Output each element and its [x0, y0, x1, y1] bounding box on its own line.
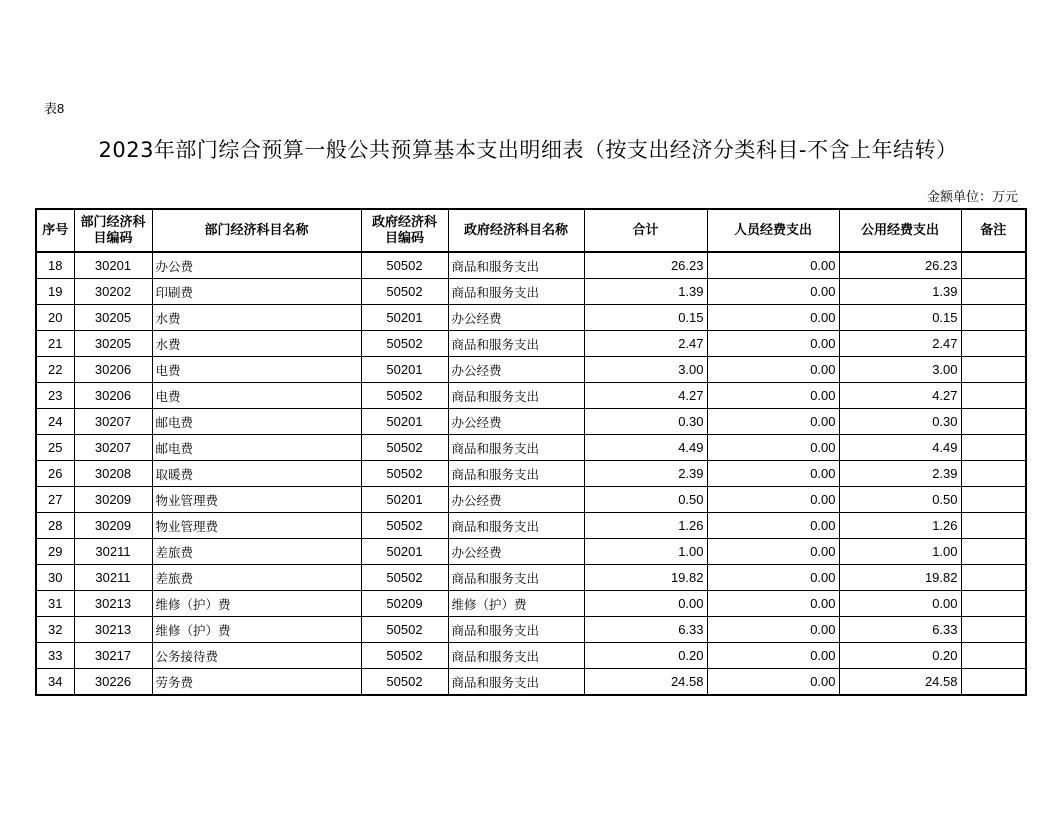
cell-personnel: 0.00	[707, 643, 839, 669]
cell-dept-name: 取暖费	[152, 461, 361, 487]
cell-gov-name: 商品和服务支出	[448, 252, 584, 279]
cell-note	[961, 565, 1026, 591]
amount-unit: 金额单位：万元	[926, 190, 1018, 205]
cell-gov-code: 50502	[361, 331, 448, 357]
cell-dept-code: 30206	[74, 357, 152, 383]
cell-seq: 33	[36, 643, 74, 669]
cell-dept-name: 邮电费	[152, 435, 361, 461]
cell-personnel: 0.00	[707, 591, 839, 617]
cell-personnel: 0.00	[707, 252, 839, 279]
table-row	[36, 617, 1026, 643]
cell-total: 24.58	[584, 669, 707, 696]
cell-personnel: 0.00	[707, 487, 839, 513]
cell-dept-code: 30202	[74, 279, 152, 305]
cell-gov-name: 办公经费	[448, 409, 584, 435]
table-row	[36, 279, 1026, 305]
cell-personnel: 0.00	[707, 565, 839, 591]
cell-dept-code: 30213	[74, 591, 152, 617]
page-title: 2023年部门综合预算一般公共预算基本支出明细表（按支出经济分类科目-不含上年结转）	[98, 138, 958, 162]
cell-gov-code: 50502	[361, 461, 448, 487]
cell-total: 0.00	[584, 591, 707, 617]
cell-dept-name: 水费	[152, 331, 361, 357]
cell-note	[961, 669, 1026, 696]
cell-public: 1.39	[839, 279, 961, 305]
cell-dept-name: 维修（护）费	[152, 617, 361, 643]
header-gov-code-text: 政府经济科目编码	[371, 214, 437, 246]
cell-gov-name: 办公经费	[448, 305, 584, 331]
cell-total: 19.82	[584, 565, 707, 591]
cell-gov-code: 50201	[361, 357, 448, 383]
header-total: 合计	[584, 209, 707, 252]
cell-public: 19.82	[839, 565, 961, 591]
cell-note	[961, 357, 1026, 383]
cell-seq: 34	[36, 669, 74, 696]
cell-gov-name: 商品和服务支出	[448, 383, 584, 409]
table-header-row	[36, 209, 1026, 252]
table-row	[36, 487, 1026, 513]
cell-dept-name: 电费	[152, 383, 361, 409]
cell-gov-code: 50502	[361, 435, 448, 461]
header-dept-code-text: 部门经济科目编码	[80, 214, 146, 246]
cell-total: 0.50	[584, 487, 707, 513]
cell-dept-code: 30208	[74, 461, 152, 487]
cell-dept-name: 物业管理费	[152, 513, 361, 539]
table-label: 表8	[44, 101, 65, 116]
cell-dept-code: 30213	[74, 617, 152, 643]
cell-gov-code: 50502	[361, 669, 448, 696]
cell-dept-code: 30207	[74, 435, 152, 461]
cell-dept-code: 30205	[74, 305, 152, 331]
cell-gov-code: 50502	[361, 565, 448, 591]
cell-seq: 24	[36, 409, 74, 435]
cell-gov-code: 50502	[361, 252, 448, 279]
cell-seq: 21	[36, 331, 74, 357]
cell-public: 24.58	[839, 669, 961, 696]
table-row	[36, 461, 1026, 487]
cell-gov-name: 办公经费	[448, 539, 584, 565]
cell-public: 6.33	[839, 617, 961, 643]
cell-gov-name: 商品和服务支出	[448, 643, 584, 669]
cell-public: 0.00	[839, 591, 961, 617]
cell-public: 4.27	[839, 383, 961, 409]
cell-gov-code: 50209	[361, 591, 448, 617]
cell-personnel: 0.00	[707, 539, 839, 565]
cell-total: 3.00	[584, 357, 707, 383]
cell-gov-name: 商品和服务支出	[448, 461, 584, 487]
cell-note	[961, 591, 1026, 617]
cell-gov-code: 50502	[361, 617, 448, 643]
cell-seq: 25	[36, 435, 74, 461]
cell-note	[961, 252, 1026, 279]
cell-public: 2.47	[839, 331, 961, 357]
header-dept-name: 部门经济科目名称	[152, 209, 361, 252]
cell-gov-name: 商品和服务支出	[448, 279, 584, 305]
cell-total: 4.27	[584, 383, 707, 409]
table-row	[36, 669, 1026, 696]
cell-dept-name: 印刷费	[152, 279, 361, 305]
cell-note	[961, 617, 1026, 643]
cell-total: 0.15	[584, 305, 707, 331]
cell-note	[961, 331, 1026, 357]
cell-gov-code: 50502	[361, 513, 448, 539]
table-row	[36, 409, 1026, 435]
cell-gov-code: 50502	[361, 279, 448, 305]
cell-public: 0.50	[839, 487, 961, 513]
cell-seq: 31	[36, 591, 74, 617]
table-row	[36, 591, 1026, 617]
cell-total: 0.30	[584, 409, 707, 435]
cell-public: 0.20	[839, 643, 961, 669]
cell-note	[961, 279, 1026, 305]
cell-dept-name: 差旅费	[152, 539, 361, 565]
cell-dept-code: 30211	[74, 539, 152, 565]
cell-gov-name: 商品和服务支出	[448, 513, 584, 539]
cell-public: 0.30	[839, 409, 961, 435]
cell-gov-name: 商品和服务支出	[448, 617, 584, 643]
cell-gov-name: 商品和服务支出	[448, 331, 584, 357]
table-row	[36, 513, 1026, 539]
header-seq: 序号	[36, 209, 74, 252]
cell-public: 0.15	[839, 305, 961, 331]
cell-public: 26.23	[839, 252, 961, 279]
cell-public: 1.00	[839, 539, 961, 565]
cell-seq: 27	[36, 487, 74, 513]
cell-seq: 30	[36, 565, 74, 591]
cell-public: 2.39	[839, 461, 961, 487]
cell-total: 2.39	[584, 461, 707, 487]
cell-gov-name: 商品和服务支出	[448, 669, 584, 696]
table-row	[36, 435, 1026, 461]
table-row	[36, 539, 1026, 565]
budget-table	[35, 208, 1027, 696]
cell-dept-name: 劳务费	[152, 669, 361, 696]
cell-total: 4.49	[584, 435, 707, 461]
cell-total: 1.39	[584, 279, 707, 305]
cell-dept-name: 维修（护）费	[152, 591, 361, 617]
cell-personnel: 0.00	[707, 409, 839, 435]
cell-note	[961, 487, 1026, 513]
cell-personnel: 0.00	[707, 461, 839, 487]
cell-seq: 19	[36, 279, 74, 305]
cell-total: 2.47	[584, 331, 707, 357]
cell-personnel: 0.00	[707, 305, 839, 331]
cell-note	[961, 383, 1026, 409]
cell-note	[961, 539, 1026, 565]
cell-dept-code: 30201	[74, 252, 152, 279]
cell-dept-code: 30205	[74, 331, 152, 357]
cell-gov-code: 50201	[361, 409, 448, 435]
table-body	[36, 252, 1026, 695]
cell-gov-code: 50201	[361, 305, 448, 331]
cell-dept-name: 办公费	[152, 252, 361, 279]
table-row	[36, 565, 1026, 591]
cell-seq: 20	[36, 305, 74, 331]
cell-seq: 26	[36, 461, 74, 487]
cell-total: 6.33	[584, 617, 707, 643]
table-row	[36, 252, 1026, 279]
header-gov-name: 政府经济科目名称	[448, 209, 584, 252]
cell-personnel: 0.00	[707, 383, 839, 409]
cell-public: 3.00	[839, 357, 961, 383]
cell-total: 1.00	[584, 539, 707, 565]
cell-dept-name: 物业管理费	[152, 487, 361, 513]
cell-dept-name: 水费	[152, 305, 361, 331]
cell-note	[961, 513, 1026, 539]
cell-dept-name: 公务接待费	[152, 643, 361, 669]
cell-dept-name: 差旅费	[152, 565, 361, 591]
cell-note	[961, 409, 1026, 435]
cell-gov-name: 商品和服务支出	[448, 435, 584, 461]
cell-personnel: 0.00	[707, 279, 839, 305]
cell-personnel: 0.00	[707, 617, 839, 643]
cell-total: 26.23	[584, 252, 707, 279]
cell-dept-code: 30206	[74, 383, 152, 409]
cell-dept-code: 30209	[74, 513, 152, 539]
cell-seq: 32	[36, 617, 74, 643]
header-note: 备注	[961, 209, 1026, 252]
cell-gov-name: 商品和服务支出	[448, 565, 584, 591]
cell-dept-code: 30211	[74, 565, 152, 591]
table-row	[36, 643, 1026, 669]
cell-personnel: 0.00	[707, 331, 839, 357]
header-gov-code	[361, 209, 448, 252]
cell-seq: 22	[36, 357, 74, 383]
cell-personnel: 0.00	[707, 357, 839, 383]
table-row	[36, 357, 1026, 383]
cell-personnel: 0.00	[707, 669, 839, 696]
header-dept-code	[74, 209, 152, 252]
cell-dept-code: 30207	[74, 409, 152, 435]
cell-dept-name: 邮电费	[152, 409, 361, 435]
cell-note	[961, 305, 1026, 331]
cell-seq: 28	[36, 513, 74, 539]
cell-public: 4.49	[839, 435, 961, 461]
cell-note	[961, 643, 1026, 669]
cell-gov-code: 50502	[361, 383, 448, 409]
cell-dept-code: 30217	[74, 643, 152, 669]
cell-seq: 23	[36, 383, 74, 409]
cell-dept-code: 30209	[74, 487, 152, 513]
header-public: 公用经费支出	[839, 209, 961, 252]
cell-seq: 18	[36, 252, 74, 279]
cell-note	[961, 435, 1026, 461]
cell-gov-code: 50502	[361, 643, 448, 669]
cell-personnel: 0.00	[707, 513, 839, 539]
cell-seq: 29	[36, 539, 74, 565]
cell-total: 0.20	[584, 643, 707, 669]
cell-personnel: 0.00	[707, 435, 839, 461]
cell-public: 1.26	[839, 513, 961, 539]
cell-dept-code: 30226	[74, 669, 152, 696]
cell-gov-code: 50201	[361, 487, 448, 513]
table-row	[36, 331, 1026, 357]
cell-dept-name: 电费	[152, 357, 361, 383]
cell-total: 1.26	[584, 513, 707, 539]
cell-gov-name: 办公经费	[448, 357, 584, 383]
header-personnel: 人员经费支出	[707, 209, 839, 252]
cell-gov-code: 50201	[361, 539, 448, 565]
table-row	[36, 305, 1026, 331]
table-row	[36, 383, 1026, 409]
cell-gov-name: 办公经费	[448, 487, 584, 513]
cell-note	[961, 461, 1026, 487]
cell-gov-name: 维修（护）费	[448, 591, 584, 617]
